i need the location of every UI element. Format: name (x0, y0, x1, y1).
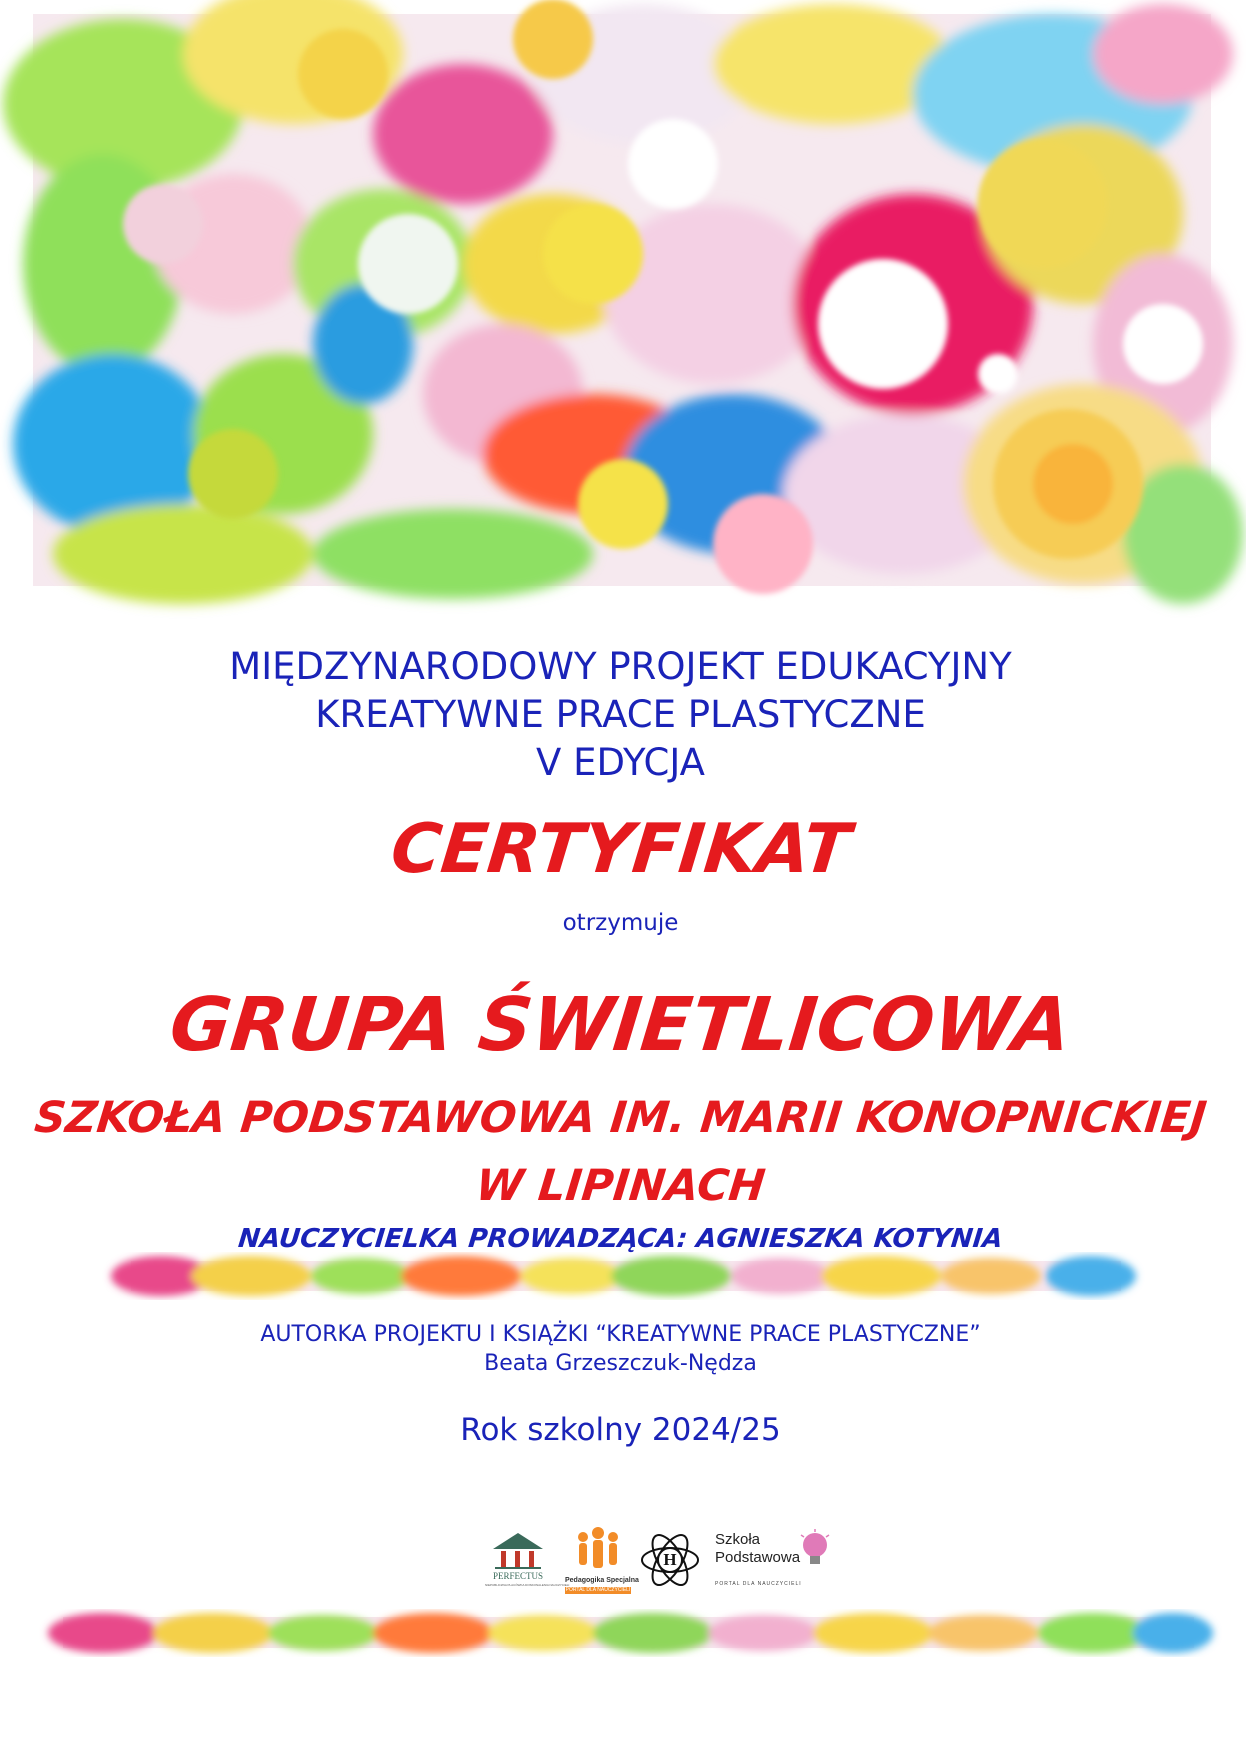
teacher-line: NAUCZYCIELKA PROWADZĄCA: AGNIESZKA KOTYNIA (236, 1224, 1005, 1254)
school-year: Rok szkolny 2024/25 (460, 1412, 781, 1448)
painting-strip-top (131, 1261, 1121, 1291)
painting-strip-bottom (63, 1617, 1194, 1648)
author-name: Beata Grzeszczuk-Nędza (484, 1351, 757, 1376)
h-atom-logo (637, 1525, 703, 1595)
recipient-name: GRUPA ŚWIETLICOWA (166, 982, 1075, 1068)
pedagogika-logo (565, 1525, 639, 1595)
project-name-line: KREATYWNE PRACE PLASTYCZNE (315, 693, 926, 736)
pedagogika-text: Pedagogika Specjalna (565, 1577, 639, 1584)
podstawowa-word: Podstawowa (715, 1549, 801, 1566)
perfectus-text: PERFECTUS (492, 1571, 543, 1581)
perfectus-subtext: NIEPUBLICZNA PLACÓWKA DOSKONALENIA NAUCZYCIELI (485, 1583, 570, 1587)
szkola-word: Szkoła (715, 1531, 761, 1548)
lightbulb-icon (799, 1529, 831, 1577)
edition-line: V EDYCJA (536, 741, 705, 784)
school-name: SZKOŁA PODSTAWOWA IM. MARII KONOPNICKIEJ (32, 1093, 1209, 1143)
author-project-line: AUTORKA PROJEKTU I KSIĄŻKI “KREATYWNE PRACE PLASTYCZNE” (260, 1322, 981, 1347)
certificate-title: CERTYFIKAT (387, 810, 854, 889)
abstract-painting-banner (33, 14, 1211, 586)
h-letter: H (663, 1550, 677, 1569)
perfectus-logo (485, 1525, 570, 1595)
receives-label: otrzymuje (562, 910, 679, 936)
school-location: W LIPINACH (473, 1161, 768, 1211)
pedagogika-subtext: PORTAL DLA NAUCZYCIELI (565, 1587, 631, 1593)
szkola-podstawowa-logo (707, 1525, 835, 1595)
family-icon (565, 1525, 631, 1577)
project-title-line: MIĘDZYNARODOWY PROJEKT EDUKACYJNY (229, 645, 1012, 688)
szkola-subtext: PORTAL DLA NAUCZYCIELI (715, 1581, 802, 1587)
